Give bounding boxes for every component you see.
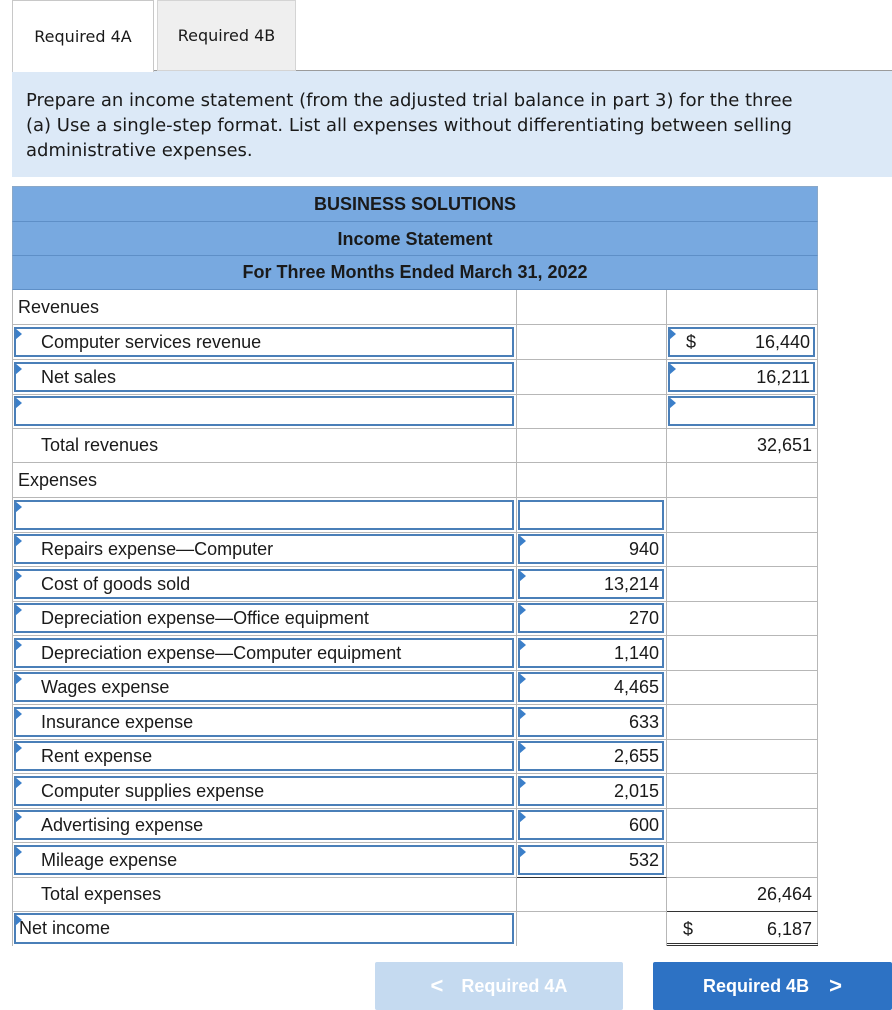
dropdown-marker-icon (15, 777, 22, 789)
total-expenses-amount: 26,464 (756, 883, 812, 904)
expense-amount-input[interactable]: 1,140 (518, 638, 664, 668)
currency-symbol: $ (686, 331, 697, 352)
net-income-amount: 6,187 (766, 918, 812, 939)
instructions-line-2: (a) Use a single-step format. List all expenses without differentiating between selling (26, 115, 792, 136)
dropdown-marker-icon (15, 914, 22, 926)
expense-amount-input[interactable]: 4,465 (518, 672, 664, 702)
expense-account-select[interactable]: Repairs expense—Computer (14, 534, 514, 564)
revenues-heading-row (12, 290, 818, 325)
dropdown-marker-icon (519, 570, 526, 582)
expense-account-select[interactable]: Insurance expense (14, 707, 514, 737)
expense-account-select[interactable] (14, 500, 514, 530)
expense-row (12, 774, 818, 809)
instructions-box (12, 71, 892, 177)
dropdown-marker-icon (519, 604, 526, 616)
net-income-row (12, 911, 818, 946)
expense-amount-input[interactable]: 270 (518, 603, 664, 633)
dropdown-marker-icon (15, 570, 22, 582)
statement-title: Income Statement (12, 221, 818, 256)
revenues-heading: Revenues (18, 296, 100, 317)
dropdown-marker-icon (15, 708, 22, 720)
dropdown-marker-icon (15, 742, 22, 754)
expense-row (12, 843, 818, 878)
expense-row (12, 601, 818, 636)
total-expenses-row (12, 877, 818, 912)
dropdown-marker-icon (519, 708, 526, 720)
prev-required-4a-button[interactable]: < Required 4A (375, 962, 623, 1010)
expense-row (12, 670, 818, 705)
instructions-line-1: Prepare an income statement (from the adjusted trial balance in part 3) for the three (26, 90, 793, 111)
expenses-heading: Expenses (18, 469, 98, 490)
expense-account-select[interactable]: Computer supplies expense (14, 776, 514, 806)
expense-row (12, 636, 818, 671)
dropdown-marker-icon (15, 397, 22, 409)
dropdown-marker-icon (669, 397, 676, 409)
instructions-line-3: administrative expenses. (26, 140, 253, 161)
revenue-account-select[interactable] (14, 396, 514, 426)
expense-row (12, 739, 818, 774)
dropdown-marker-icon (15, 846, 22, 858)
revenue-account-select[interactable]: Computer services revenue (14, 327, 514, 357)
tab-required-4a[interactable]: Required 4A (12, 0, 154, 72)
expense-account-select[interactable]: Depreciation expense—Computer equipment (14, 638, 514, 668)
total-revenues-amount: 32,651 (756, 434, 812, 455)
revenue-row (12, 325, 818, 360)
statement-period: For Three Months Ended March 31, 2022 (12, 255, 818, 290)
expense-amount-input[interactable] (518, 500, 664, 530)
dropdown-marker-icon (15, 639, 22, 651)
revenue-row (12, 394, 818, 429)
next-required-4b-button[interactable]: Required 4B > (653, 962, 892, 1010)
dropdown-marker-icon (15, 535, 22, 547)
chevron-right-icon: > (829, 973, 842, 998)
expense-amount-input[interactable]: 940 (518, 534, 664, 564)
expense-amount-input[interactable]: 2,015 (518, 776, 664, 806)
net-income-currency: $ (683, 918, 694, 939)
dropdown-marker-icon (519, 846, 526, 858)
total-expenses-label: Total expenses (41, 883, 162, 904)
expenses-heading-row (12, 463, 818, 498)
expense-account-select[interactable]: Rent expense (14, 741, 514, 771)
expense-amount-input[interactable]: 13,214 (518, 569, 664, 599)
dropdown-marker-icon (15, 673, 22, 685)
dropdown-marker-icon (519, 535, 526, 547)
dropdown-marker-icon (15, 363, 22, 375)
expense-amount-input[interactable]: 600 (518, 810, 664, 840)
expense-row (12, 567, 818, 602)
expense-amount-input[interactable]: 633 (518, 707, 664, 737)
tab-bar (0, 0, 892, 71)
revenue-amount-input[interactable]: 16,211 (668, 362, 815, 392)
expense-account-select[interactable]: Cost of goods sold (14, 569, 514, 599)
dropdown-marker-icon (519, 639, 526, 651)
dropdown-marker-icon (15, 604, 22, 616)
expense-amount-input[interactable]: 2,655 (518, 741, 664, 771)
total-revenues-row (12, 428, 818, 463)
dropdown-marker-icon (519, 673, 526, 685)
dropdown-marker-icon (15, 501, 22, 513)
chevron-left-icon: < (430, 973, 444, 998)
double-underline (667, 943, 818, 946)
tab-required-4b[interactable]: Required 4B (157, 0, 296, 71)
dropdown-marker-icon (519, 811, 526, 823)
expense-account-select[interactable]: Depreciation expense—Office equipment (14, 603, 514, 633)
dropdown-marker-icon (519, 742, 526, 754)
total-revenues-label: Total revenues (41, 434, 159, 455)
expense-row (12, 705, 818, 740)
expense-account-select[interactable]: Advertising expense (14, 810, 514, 840)
expense-row (12, 498, 818, 533)
revenue-amount-input[interactable] (668, 396, 815, 426)
expense-account-select[interactable]: Wages expense (14, 672, 514, 702)
expense-row (12, 808, 818, 843)
net-income-label-select[interactable]: Net income (14, 913, 514, 944)
expense-amount-input[interactable]: 532 (518, 845, 664, 875)
expense-account-select[interactable]: Mileage expense (14, 845, 514, 875)
revenue-amount-input[interactable]: $ 16,440 (668, 327, 815, 357)
revenue-row (12, 360, 818, 395)
dropdown-marker-icon (519, 777, 526, 789)
expense-row (12, 532, 818, 567)
dropdown-marker-icon (669, 363, 676, 375)
dropdown-marker-icon (15, 328, 22, 340)
revenue-account-select[interactable]: Net sales (14, 362, 514, 392)
dropdown-marker-icon (669, 328, 676, 340)
dropdown-marker-icon (15, 811, 22, 823)
company-name: BUSINESS SOLUTIONS (12, 186, 818, 221)
